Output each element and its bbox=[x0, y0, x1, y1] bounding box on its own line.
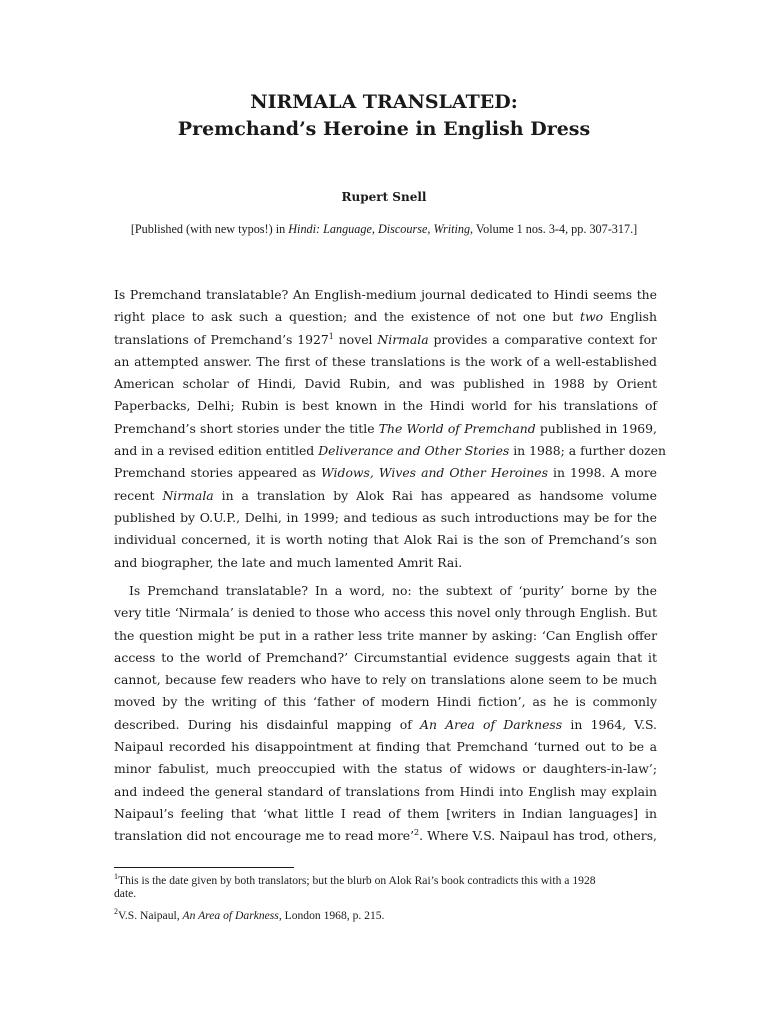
footnote-2: $^2$V.S. Naipaul, An Area of Darkness, London 1968, p. 215. bbox=[114, 907, 385, 922]
footnote-ref-2[interactable]: 2 bbox=[414, 828, 420, 838]
p1-line: recent Nirmala in a translation by Alok Rai has appeared as handsome volume bbox=[114, 487, 657, 503]
p1-line: and biographer, the late and much lamented Amrit Rai. bbox=[114, 554, 463, 570]
p1-line: Premchand’s short stories under the title The World of Premchand published in 1969, bbox=[114, 420, 657, 436]
p2-line: described. During his disdainful mapping of An Area of Darkness in 1964, V.S. bbox=[114, 716, 657, 732]
publication-suffix: , Volume 1 nos. 3-4, pp. 307-317.] bbox=[470, 222, 638, 236]
p1-line: Premchand stories appeared as Widows, Wives and Other Heroines in 1998. A more bbox=[114, 465, 657, 481]
p1-line: published by O.U.P., Delhi, in 1999; and tedious as such introductions may be for the bbox=[114, 509, 657, 525]
p2-line: translation did not encourage me to read more’$^2$. Where V.S. Naipaul has trod, others, bbox=[114, 828, 657, 844]
footnote-1-text: This is the date given by both translators; but the blurb on Alok Rai’s book contradicts this with a 1928 bbox=[118, 874, 596, 887]
paragraph-1 bbox=[114, 284, 666, 574]
journal-title: Hindi: Language, Discourse, Writing bbox=[288, 222, 471, 236]
p2-line: access to the world of Premchand?’ Circumstantial evidence suggests again that it bbox=[114, 649, 657, 665]
p1-line: right place to ask such a question; and the existence of not one but two English bbox=[114, 309, 657, 325]
footnote-2-book-title: An Area of Darkness bbox=[182, 909, 279, 922]
p2-line: moved by the writing of this ‘father of modern Hindi fiction’, as he is commonly bbox=[114, 694, 657, 710]
p1-line: individual concerned, it is worth noting that Alok Rai is the son of Premchand’s son bbox=[114, 532, 657, 548]
p1-line: and in a revised edition entitled Deliverance and Other Stories in 1988; a further dozen bbox=[114, 443, 666, 459]
author-name: Rupert Snell bbox=[341, 190, 427, 204]
p1-line: an attempted answer. The first of these translations is the work of a well-established bbox=[114, 353, 657, 369]
publication-note bbox=[0, 222, 768, 237]
p2-line: and indeed the general standard of translations from Hindi into English may explain bbox=[114, 783, 657, 799]
p2-line: Is Premchand translatable? In a word, no: the subtext of ‘purity’ borne by the bbox=[129, 583, 657, 598]
p1-line: translations of Premchand’s 1927$^1$ novel Nirmala provides a comparative context for bbox=[114, 331, 657, 347]
footnote-divider bbox=[114, 867, 294, 868]
publication-prefix: [Published (with new typos!) in bbox=[130, 222, 289, 236]
p1-line: Paperbacks, Delhi; Rubin is best known in the Hindi world for his translations of bbox=[114, 398, 657, 414]
paragraph-2 bbox=[114, 580, 657, 848]
p2-line: cannot, because few readers who have to rely on translations alone seem to be much bbox=[114, 672, 657, 688]
p2-line: Naipaul recorded his disappointment at finding that Premchand ‘turned out to be a bbox=[114, 739, 657, 755]
footnote-1-text-cont: date. bbox=[114, 887, 137, 900]
p2-line: very title ‘Nirmala’ is denied to those who access this novel only through English. But bbox=[114, 605, 657, 621]
p1-line: American scholar of Hindi, David Rubin, and was published in 1988 by Orient bbox=[114, 376, 657, 392]
footnote-ref-1[interactable]: 1 bbox=[328, 331, 334, 341]
p2-line: Naipaul’s feeling that ‘what little I read of them [writers in Indian languages] in bbox=[114, 805, 657, 821]
p2-line: the question might be put in a rather less trite manner by asking: ‘Can English offer bbox=[114, 627, 657, 643]
p2-line: minor fabulist, much preoccupied with the status of widows or daughters-in-law’; bbox=[114, 761, 657, 777]
p1-line: Is Premchand translatable? An English-medium journal dedicated to Hindi seems the bbox=[114, 287, 657, 302]
footnote-1 bbox=[114, 874, 657, 900]
footnote-2-mark: 2 bbox=[114, 907, 118, 917]
footnote-1-mark: 1 bbox=[114, 872, 118, 882]
title-line-2: Premchand’s Heroine in English Dress bbox=[177, 118, 591, 140]
title-line-1: NIRMALA TRANSLATED: bbox=[250, 91, 518, 113]
